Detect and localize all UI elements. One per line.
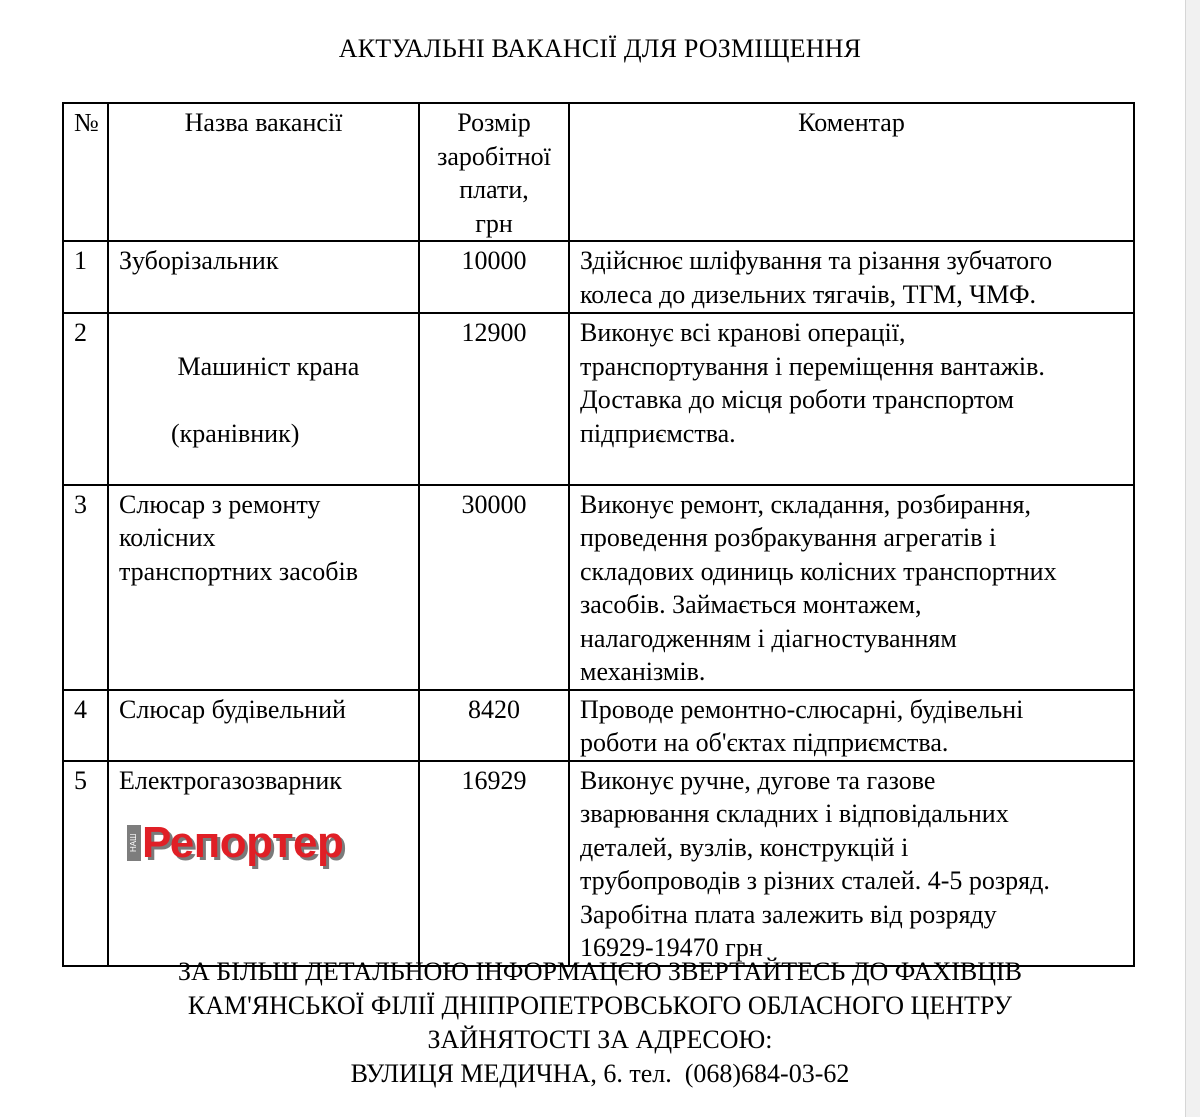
comment-line: Виконує всі кранові операції, xyxy=(580,318,906,347)
row-number: 4 xyxy=(63,690,108,761)
vacancy-name-line: Електрогазозварник xyxy=(119,765,342,795)
salary-value: 30000 xyxy=(419,485,569,690)
salary-value: 10000 xyxy=(419,241,569,313)
vacancy-comment xyxy=(569,485,1134,690)
vacancies-table xyxy=(62,102,1135,967)
salary-value: 12900 xyxy=(419,313,569,485)
row-number: 5 xyxy=(63,761,108,966)
vacancy-name-line: транспортних засобів xyxy=(119,556,359,586)
row-number: 3 xyxy=(63,485,108,690)
vacancy-name-line: Машиніст крана xyxy=(171,351,360,381)
page-edge xyxy=(1185,0,1200,1117)
vacancy-name-line: Слюсар будівельний xyxy=(119,694,346,724)
table-row xyxy=(63,761,1134,966)
comment-line: складових одиниць колісних транспортних xyxy=(580,556,1057,586)
logo-tag: НАШ xyxy=(127,825,141,861)
vacancy-name-line: Зуборізальник xyxy=(119,246,279,275)
footer-line: КАМ'ЯНСЬКОЇ ФІЛІЇ ДНІПРОПЕТРОВСЬКОГО ОБЛАСНОГО ЦЕНТРУ xyxy=(187,991,1013,1020)
vacancy-name-line: (кранівник) xyxy=(171,418,300,448)
header-salary xyxy=(419,103,569,241)
comment-line: 16929-19470 грн xyxy=(580,933,763,962)
comment-line: Здійснює шліфування та різання зубчатого xyxy=(580,246,1053,275)
comment-line: зварювання складних і відповідальних xyxy=(580,799,1009,828)
logo-word: Репортер xyxy=(142,818,344,867)
salary-value: 16929 xyxy=(419,761,569,966)
comment-line: Виконує ручне, дугове та газове xyxy=(580,765,936,795)
comment-line: механізмів. xyxy=(580,657,706,686)
header-vacancy-name: Назва вакансії xyxy=(108,103,419,241)
table-row xyxy=(63,690,1134,761)
header-number: № xyxy=(63,103,108,241)
comment-line: деталей, вузлів, конструкцій і xyxy=(580,832,909,862)
comment-line: Заробітна плата залежить від розряду xyxy=(580,899,997,929)
vacancy-name xyxy=(108,485,419,690)
header-salary-line: заробітної xyxy=(437,141,551,171)
row-number: 2 xyxy=(63,313,108,485)
vacancy-name xyxy=(108,690,419,761)
header-comment: Коментар xyxy=(569,103,1134,241)
vacancy-comment xyxy=(569,690,1134,761)
header-salary-line: грн xyxy=(475,208,513,238)
vacancy-comment xyxy=(569,761,1134,966)
salary-value: 8420 xyxy=(419,690,569,761)
header-salary-line: плати, xyxy=(459,175,529,204)
comment-line: налагодженням і діагностуванням xyxy=(580,623,957,653)
footer-line: ЗАЙНЯТОСТІ ЗА АДРЕСОЮ: xyxy=(427,1025,773,1054)
comment-line: транспортування і переміщення вантажів. xyxy=(580,351,1045,381)
comment-line: Доставка до місця роботи транспортом xyxy=(580,385,1014,414)
vacancy-name-line: Слюсар з ремонту xyxy=(119,489,321,519)
comment-line: Виконує ремонт, складання, розбирання, xyxy=(580,489,1031,519)
reporter-logo xyxy=(127,817,408,869)
footer-line: ЗА БІЛЬШ ДЕТАЛЬНОЮ ІНФОРМАЦЄЮ ЗВЕРТАЙТЕСЬ ДО ФАХІВЦІВ xyxy=(177,957,1023,986)
vacancy-name-line: колісних xyxy=(119,523,216,552)
page-title: АКТУАЛЬНІ ВАКАНСІЇ ДЛЯ РОЗМІЩЕННЯ xyxy=(338,34,862,63)
vacancy-name xyxy=(108,241,419,313)
header-salary-line: Розмір xyxy=(457,108,531,137)
comment-line: колеса до дизельних тягачів, ТГМ, ЧМФ. xyxy=(580,279,1036,309)
comment-line: засобів. Займається монтажем, xyxy=(580,590,922,619)
comment-line: підприємства. xyxy=(580,418,736,448)
vacancy-comment xyxy=(569,241,1134,313)
table-row xyxy=(63,485,1134,690)
comment-line: трубопроводів з різних сталей. 4-5 розряд. xyxy=(580,866,1050,895)
vacancy-name xyxy=(108,761,419,966)
comment-line: роботи на об'єктах підприємства. xyxy=(580,728,949,757)
row-number: 1 xyxy=(63,241,108,313)
comment-line: Проводе ремонтно-слюсарні, будівельні xyxy=(580,694,1024,724)
footer-line: ВУЛИЦЯ МЕДИЧНА, 6. тел. (068)684-03-62 xyxy=(350,1059,850,1088)
contact-footer xyxy=(0,955,1200,1091)
table-header-row xyxy=(63,103,1134,241)
comment-line: проведення розбракування агрегатів і xyxy=(580,523,997,552)
table-row xyxy=(63,241,1134,313)
table-row xyxy=(63,313,1134,485)
vacancy-name xyxy=(108,313,419,485)
vacancy-comment xyxy=(569,313,1134,485)
